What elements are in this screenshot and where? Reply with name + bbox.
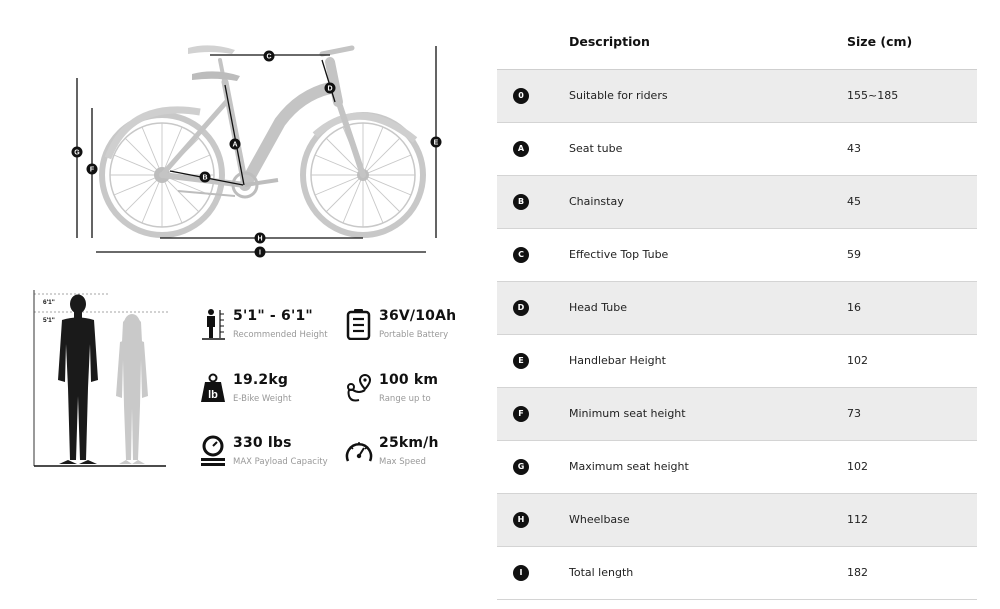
- spec-value: 36V/10Ah: [379, 308, 457, 324]
- table-row: [497, 441, 977, 494]
- row-size: 16: [847, 301, 861, 314]
- dim-marker-i: [255, 247, 266, 258]
- svg-text:I: I: [259, 249, 261, 257]
- spec-label: Portable Battery: [379, 330, 449, 340]
- dim-marker-f: [87, 164, 98, 175]
- table-row: [497, 70, 977, 123]
- spec-value: 19.2kg: [233, 372, 289, 388]
- svg-text:E: E: [433, 139, 439, 147]
- svg-text:G: G: [74, 149, 80, 157]
- scale-icon: [199, 435, 227, 467]
- height-mark-top: 6'1": [43, 299, 55, 306]
- row-description: Wheelbase: [569, 513, 630, 526]
- row-badge: E: [513, 353, 529, 369]
- row-size: 43: [847, 142, 861, 155]
- header-description: Description: [569, 34, 650, 49]
- bike-geometry-diagram: [60, 40, 460, 260]
- dim-marker-g: [72, 147, 83, 158]
- row-description: Maximum seat height: [569, 460, 689, 473]
- male-figure: [58, 295, 98, 465]
- row-size: 182: [847, 566, 868, 579]
- rider-height-chart: [28, 288, 173, 473]
- female-figure: [116, 314, 148, 464]
- table-row: [497, 547, 977, 600]
- spec-label: Recommended Height: [233, 330, 328, 340]
- row-description: Total length: [569, 566, 634, 579]
- dim-marker-d: [325, 83, 336, 94]
- dim-marker-a: [230, 139, 241, 150]
- row-size: 155~185: [847, 89, 899, 102]
- row-size: 112: [847, 513, 868, 526]
- spec-label: Max Speed: [379, 457, 426, 467]
- row-badge: G: [513, 459, 529, 475]
- svg-text:B: B: [202, 174, 208, 182]
- svg-text:lb: lb: [208, 389, 218, 401]
- row-badge: H: [513, 512, 529, 528]
- table-row: [497, 388, 977, 441]
- battery-icon: [345, 308, 373, 340]
- table-row: [497, 176, 977, 229]
- dim-marker-h: [255, 233, 266, 244]
- svg-text:C: C: [266, 53, 272, 61]
- dim-marker-c: [264, 51, 275, 62]
- row-size: 59: [847, 248, 861, 261]
- dim-marker-e: [431, 137, 442, 148]
- table-row: [497, 123, 977, 176]
- row-description: Handlebar Height: [569, 354, 666, 367]
- row-badge: 0: [513, 88, 529, 104]
- table-row: [497, 494, 977, 547]
- saddle-raised: [188, 45, 235, 54]
- spec-value: 5'1" - 6'1": [233, 308, 313, 324]
- table-header: [497, 17, 977, 70]
- row-description: Suitable for riders: [569, 89, 668, 102]
- svg-text:F: F: [89, 166, 95, 174]
- route-icon: [345, 372, 373, 404]
- row-badge: C: [513, 247, 529, 263]
- svg-text:D: D: [327, 85, 333, 93]
- weight-icon: [199, 372, 227, 404]
- row-badge: B: [513, 194, 529, 210]
- bike-frame: [162, 48, 363, 185]
- height-mark-bottom: 5'1": [43, 317, 55, 324]
- row-badge: I: [513, 565, 529, 581]
- row-size: 102: [847, 354, 868, 367]
- row-badge: A: [513, 141, 529, 157]
- dim-marker-b: [200, 172, 211, 183]
- row-size: 45: [847, 195, 861, 208]
- svg-text:A: A: [232, 141, 238, 149]
- svg-text:H: H: [257, 235, 263, 243]
- table-row: [497, 282, 977, 335]
- row-size: 73: [847, 407, 861, 420]
- rider-height-icon: [199, 308, 227, 340]
- spec-label: MAX Payload Capacity: [233, 457, 328, 467]
- speedometer-icon: [345, 435, 373, 467]
- table-row: [497, 229, 977, 282]
- row-badge: D: [513, 300, 529, 316]
- row-size: 102: [847, 460, 868, 473]
- spec-value: 100 km: [379, 372, 439, 388]
- row-description: Head Tube: [569, 301, 628, 314]
- row-description: Effective Top Tube: [569, 248, 669, 261]
- header-size: Size (cm): [847, 34, 913, 49]
- row-description: Seat tube: [569, 142, 623, 155]
- saddle: [192, 71, 240, 81]
- spec-label: E-Bike Weight: [233, 394, 292, 404]
- spec-label: Range up to: [379, 394, 431, 404]
- size-table: [497, 17, 977, 600]
- table-row: [497, 335, 977, 388]
- row-description: Chainstay: [569, 195, 624, 208]
- row-badge: F: [513, 406, 529, 422]
- spec-value: 25km/h: [379, 435, 439, 451]
- spec-value: 330 lbs: [233, 435, 292, 451]
- row-description: Minimum seat height: [569, 407, 686, 420]
